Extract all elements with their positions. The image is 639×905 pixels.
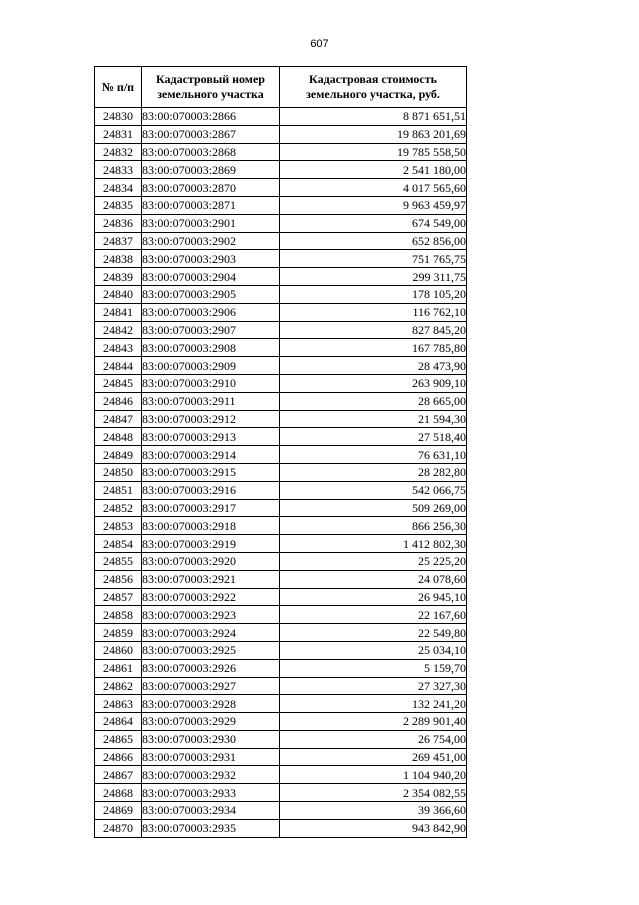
cadastral-number-cell: 83:00:070003:2871 <box>142 196 280 214</box>
cadastral-value-cell: 2 289 901,40 <box>280 713 467 731</box>
cadastral-value-cell: 28 473,90 <box>280 357 467 375</box>
cadastral-value-cell: 39 366,60 <box>280 802 467 820</box>
cadastral-value-cell: 674 549,00 <box>280 214 467 232</box>
row-number-cell: 24866 <box>95 748 142 766</box>
cadastral-value-cell: 751 765,75 <box>280 250 467 268</box>
table-row <box>95 517 467 535</box>
cadastral-number-cell: 83:00:070003:2913 <box>142 428 280 446</box>
table-row <box>95 108 467 126</box>
table-row <box>95 552 467 570</box>
cadastral-number-cell: 83:00:070003:2923 <box>142 606 280 624</box>
cadastral-value-cell: 5 159,70 <box>280 659 467 677</box>
cadastral-value-cell: 19 863 201,69 <box>280 125 467 143</box>
cadastral-value-cell: 269 451,00 <box>280 748 467 766</box>
row-number-cell: 24860 <box>95 641 142 659</box>
table-row <box>95 428 467 446</box>
cadastral-number-cell: 83:00:070003:2914 <box>142 446 280 464</box>
page-number: 607 <box>310 38 329 50</box>
table-row <box>95 677 467 695</box>
cadastral-value-cell: 26 945,10 <box>280 588 467 606</box>
table-row <box>95 268 467 286</box>
row-number-cell: 24859 <box>95 624 142 642</box>
table-row <box>95 748 467 766</box>
row-number-cell: 24867 <box>95 766 142 784</box>
cadastral-number-cell: 83:00:070003:2931 <box>142 748 280 766</box>
cadastral-number-cell: 83:00:070003:2932 <box>142 766 280 784</box>
table-row <box>95 463 467 481</box>
header-cadastral-value: Кадастровая стоимость земельного участка, руб. <box>280 67 467 108</box>
row-number-cell: 24851 <box>95 481 142 499</box>
row-number-cell: 24845 <box>95 374 142 392</box>
row-number-cell: 24844 <box>95 357 142 375</box>
cadastral-number-cell: 83:00:070003:2929 <box>142 713 280 731</box>
table-row <box>95 161 467 179</box>
cadastral-value-cell: 542 066,75 <box>280 481 467 499</box>
cadastral-value-cell: 1 104 940,20 <box>280 766 467 784</box>
cadastral-number-cell: 83:00:070003:2912 <box>142 410 280 428</box>
table-row <box>95 374 467 392</box>
row-number-cell: 24852 <box>95 499 142 517</box>
table-row <box>95 784 467 802</box>
cadastral-value-cell: 652 856,00 <box>280 232 467 250</box>
cadastral-number-cell: 83:00:070003:2908 <box>142 339 280 357</box>
table-row <box>95 659 467 677</box>
cadastral-number-cell: 83:00:070003:2866 <box>142 108 280 126</box>
table-row <box>95 695 467 713</box>
row-number-cell: 24864 <box>95 713 142 731</box>
table-row <box>95 232 467 250</box>
header-cadastral-number: Кадастровый номер земельного участка <box>142 67 280 108</box>
table-row <box>95 819 467 837</box>
table-row <box>95 392 467 410</box>
table-row <box>95 641 467 659</box>
cadastral-number-cell: 83:00:070003:2928 <box>142 695 280 713</box>
cadastral-number-cell: 83:00:070003:2907 <box>142 321 280 339</box>
table-row <box>95 303 467 321</box>
cadastral-value-cell: 28 282,80 <box>280 463 467 481</box>
row-number-cell: 24842 <box>95 321 142 339</box>
row-number-cell: 24841 <box>95 303 142 321</box>
cadastral-number-cell: 83:00:070003:2910 <box>142 374 280 392</box>
row-number-cell: 24858 <box>95 606 142 624</box>
table-row <box>95 535 467 553</box>
table-row <box>95 125 467 143</box>
row-number-cell: 24846 <box>95 392 142 410</box>
row-number-cell: 24837 <box>95 232 142 250</box>
row-number-cell: 24840 <box>95 285 142 303</box>
header-row-number: № п/п <box>95 67 142 108</box>
cadastral-value-cell: 167 785,80 <box>280 339 467 357</box>
cadastral-number-cell: 83:00:070003:2919 <box>142 535 280 553</box>
row-number-cell: 24831 <box>95 125 142 143</box>
cadastral-number-cell: 83:00:070003:2927 <box>142 677 280 695</box>
cadastral-table <box>94 66 467 838</box>
cadastral-number-cell: 83:00:070003:2920 <box>142 552 280 570</box>
table-row <box>95 730 467 748</box>
row-number-cell: 24854 <box>95 535 142 553</box>
cadastral-number-cell: 83:00:070003:2870 <box>142 179 280 197</box>
row-number-cell: 24839 <box>95 268 142 286</box>
cadastral-value-cell: 178 105,20 <box>280 285 467 303</box>
cadastral-number-cell: 83:00:070003:2935 <box>142 819 280 837</box>
row-number-cell: 24847 <box>95 410 142 428</box>
cadastral-number-cell: 83:00:070003:2922 <box>142 588 280 606</box>
table-row <box>95 285 467 303</box>
cadastral-value-cell: 866 256,30 <box>280 517 467 535</box>
cadastral-number-cell: 83:00:070003:2868 <box>142 143 280 161</box>
cadastral-value-cell: 2 541 180,00 <box>280 161 467 179</box>
table-body <box>95 108 467 838</box>
row-number-cell: 24862 <box>95 677 142 695</box>
row-number-cell: 24861 <box>95 659 142 677</box>
cadastral-number-cell: 83:00:070003:2905 <box>142 285 280 303</box>
cadastral-value-cell: 21 594,30 <box>280 410 467 428</box>
cadastral-value-cell: 76 631,10 <box>280 446 467 464</box>
table-row <box>95 214 467 232</box>
table-row <box>95 766 467 784</box>
row-number-cell: 24856 <box>95 570 142 588</box>
cadastral-number-cell: 83:00:070003:2917 <box>142 499 280 517</box>
cadastral-number-cell: 83:00:070003:2867 <box>142 125 280 143</box>
cadastral-value-cell: 8 871 651,51 <box>280 108 467 126</box>
cadastral-number-cell: 83:00:070003:2934 <box>142 802 280 820</box>
cadastral-value-cell: 263 909,10 <box>280 374 467 392</box>
table-row <box>95 196 467 214</box>
cadastral-number-cell: 83:00:070003:2921 <box>142 570 280 588</box>
cadastral-value-cell: 24 078,60 <box>280 570 467 588</box>
cadastral-value-cell: 22 549,80 <box>280 624 467 642</box>
row-number-cell: 24853 <box>95 517 142 535</box>
row-number-cell: 24863 <box>95 695 142 713</box>
cadastral-number-cell: 83:00:070003:2924 <box>142 624 280 642</box>
row-number-cell: 24855 <box>95 552 142 570</box>
cadastral-value-cell: 827 845,20 <box>280 321 467 339</box>
cadastral-number-cell: 83:00:070003:2930 <box>142 730 280 748</box>
cadastral-number-cell: 83:00:070003:2902 <box>142 232 280 250</box>
cadastral-value-cell: 27 327,30 <box>280 677 467 695</box>
cadastral-number-cell: 83:00:070003:2869 <box>142 161 280 179</box>
cadastral-value-cell: 4 017 565,60 <box>280 179 467 197</box>
cadastral-value-cell: 9 963 459,97 <box>280 196 467 214</box>
row-number-cell: 24865 <box>95 730 142 748</box>
row-number-cell: 24836 <box>95 214 142 232</box>
cadastral-value-cell: 943 842,90 <box>280 819 467 837</box>
cadastral-value-cell: 1 412 802,30 <box>280 535 467 553</box>
row-number-cell: 24870 <box>95 819 142 837</box>
table-row <box>95 357 467 375</box>
cadastral-value-cell: 19 785 558,50 <box>280 143 467 161</box>
cadastral-number-cell: 83:00:070003:2915 <box>142 463 280 481</box>
cadastral-number-cell: 83:00:070003:2909 <box>142 357 280 375</box>
cadastral-value-cell: 132 241,20 <box>280 695 467 713</box>
row-number-cell: 24838 <box>95 250 142 268</box>
table-header-row <box>95 67 467 108</box>
table-row <box>95 179 467 197</box>
cadastral-value-cell: 25 034,10 <box>280 641 467 659</box>
table-row <box>95 713 467 731</box>
row-number-cell: 24868 <box>95 784 142 802</box>
row-number-cell: 24857 <box>95 588 142 606</box>
table-row <box>95 250 467 268</box>
cadastral-number-cell: 83:00:070003:2916 <box>142 481 280 499</box>
table-row <box>95 499 467 517</box>
table-row <box>95 446 467 464</box>
cadastral-number-cell: 83:00:070003:2918 <box>142 517 280 535</box>
cadastral-value-cell: 22 167,60 <box>280 606 467 624</box>
row-number-cell: 24848 <box>95 428 142 446</box>
table-row <box>95 624 467 642</box>
table-row <box>95 321 467 339</box>
table-row <box>95 410 467 428</box>
table-row <box>95 606 467 624</box>
row-number-cell: 24834 <box>95 179 142 197</box>
row-number-cell: 24832 <box>95 143 142 161</box>
table-row <box>95 588 467 606</box>
row-number-cell: 24835 <box>95 196 142 214</box>
cadastral-value-cell: 299 311,75 <box>280 268 467 286</box>
cadastral-number-cell: 83:00:070003:2925 <box>142 641 280 659</box>
cadastral-value-cell: 509 269,00 <box>280 499 467 517</box>
cadastral-number-cell: 83:00:070003:2904 <box>142 268 280 286</box>
row-number-cell: 24850 <box>95 463 142 481</box>
table-row <box>95 339 467 357</box>
cadastral-value-cell: 26 754,00 <box>280 730 467 748</box>
table-row <box>95 143 467 161</box>
cadastral-number-cell: 83:00:070003:2903 <box>142 250 280 268</box>
row-number-cell: 24849 <box>95 446 142 464</box>
cadastral-value-cell: 27 518,40 <box>280 428 467 446</box>
table-row <box>95 802 467 820</box>
cadastral-value-cell: 116 762,10 <box>280 303 467 321</box>
cadastral-number-cell: 83:00:070003:2901 <box>142 214 280 232</box>
row-number-cell: 24830 <box>95 108 142 126</box>
cadastral-number-cell: 83:00:070003:2933 <box>142 784 280 802</box>
table-row <box>95 481 467 499</box>
cadastral-number-cell: 83:00:070003:2906 <box>142 303 280 321</box>
table-row <box>95 570 467 588</box>
row-number-cell: 24843 <box>95 339 142 357</box>
cadastral-number-cell: 83:00:070003:2926 <box>142 659 280 677</box>
cadastral-number-cell: 83:00:070003:2911 <box>142 392 280 410</box>
cadastral-value-cell: 25 225,20 <box>280 552 467 570</box>
cadastral-value-cell: 28 665,00 <box>280 392 467 410</box>
row-number-cell: 24833 <box>95 161 142 179</box>
cadastral-value-cell: 2 354 082,55 <box>280 784 467 802</box>
row-number-cell: 24869 <box>95 802 142 820</box>
